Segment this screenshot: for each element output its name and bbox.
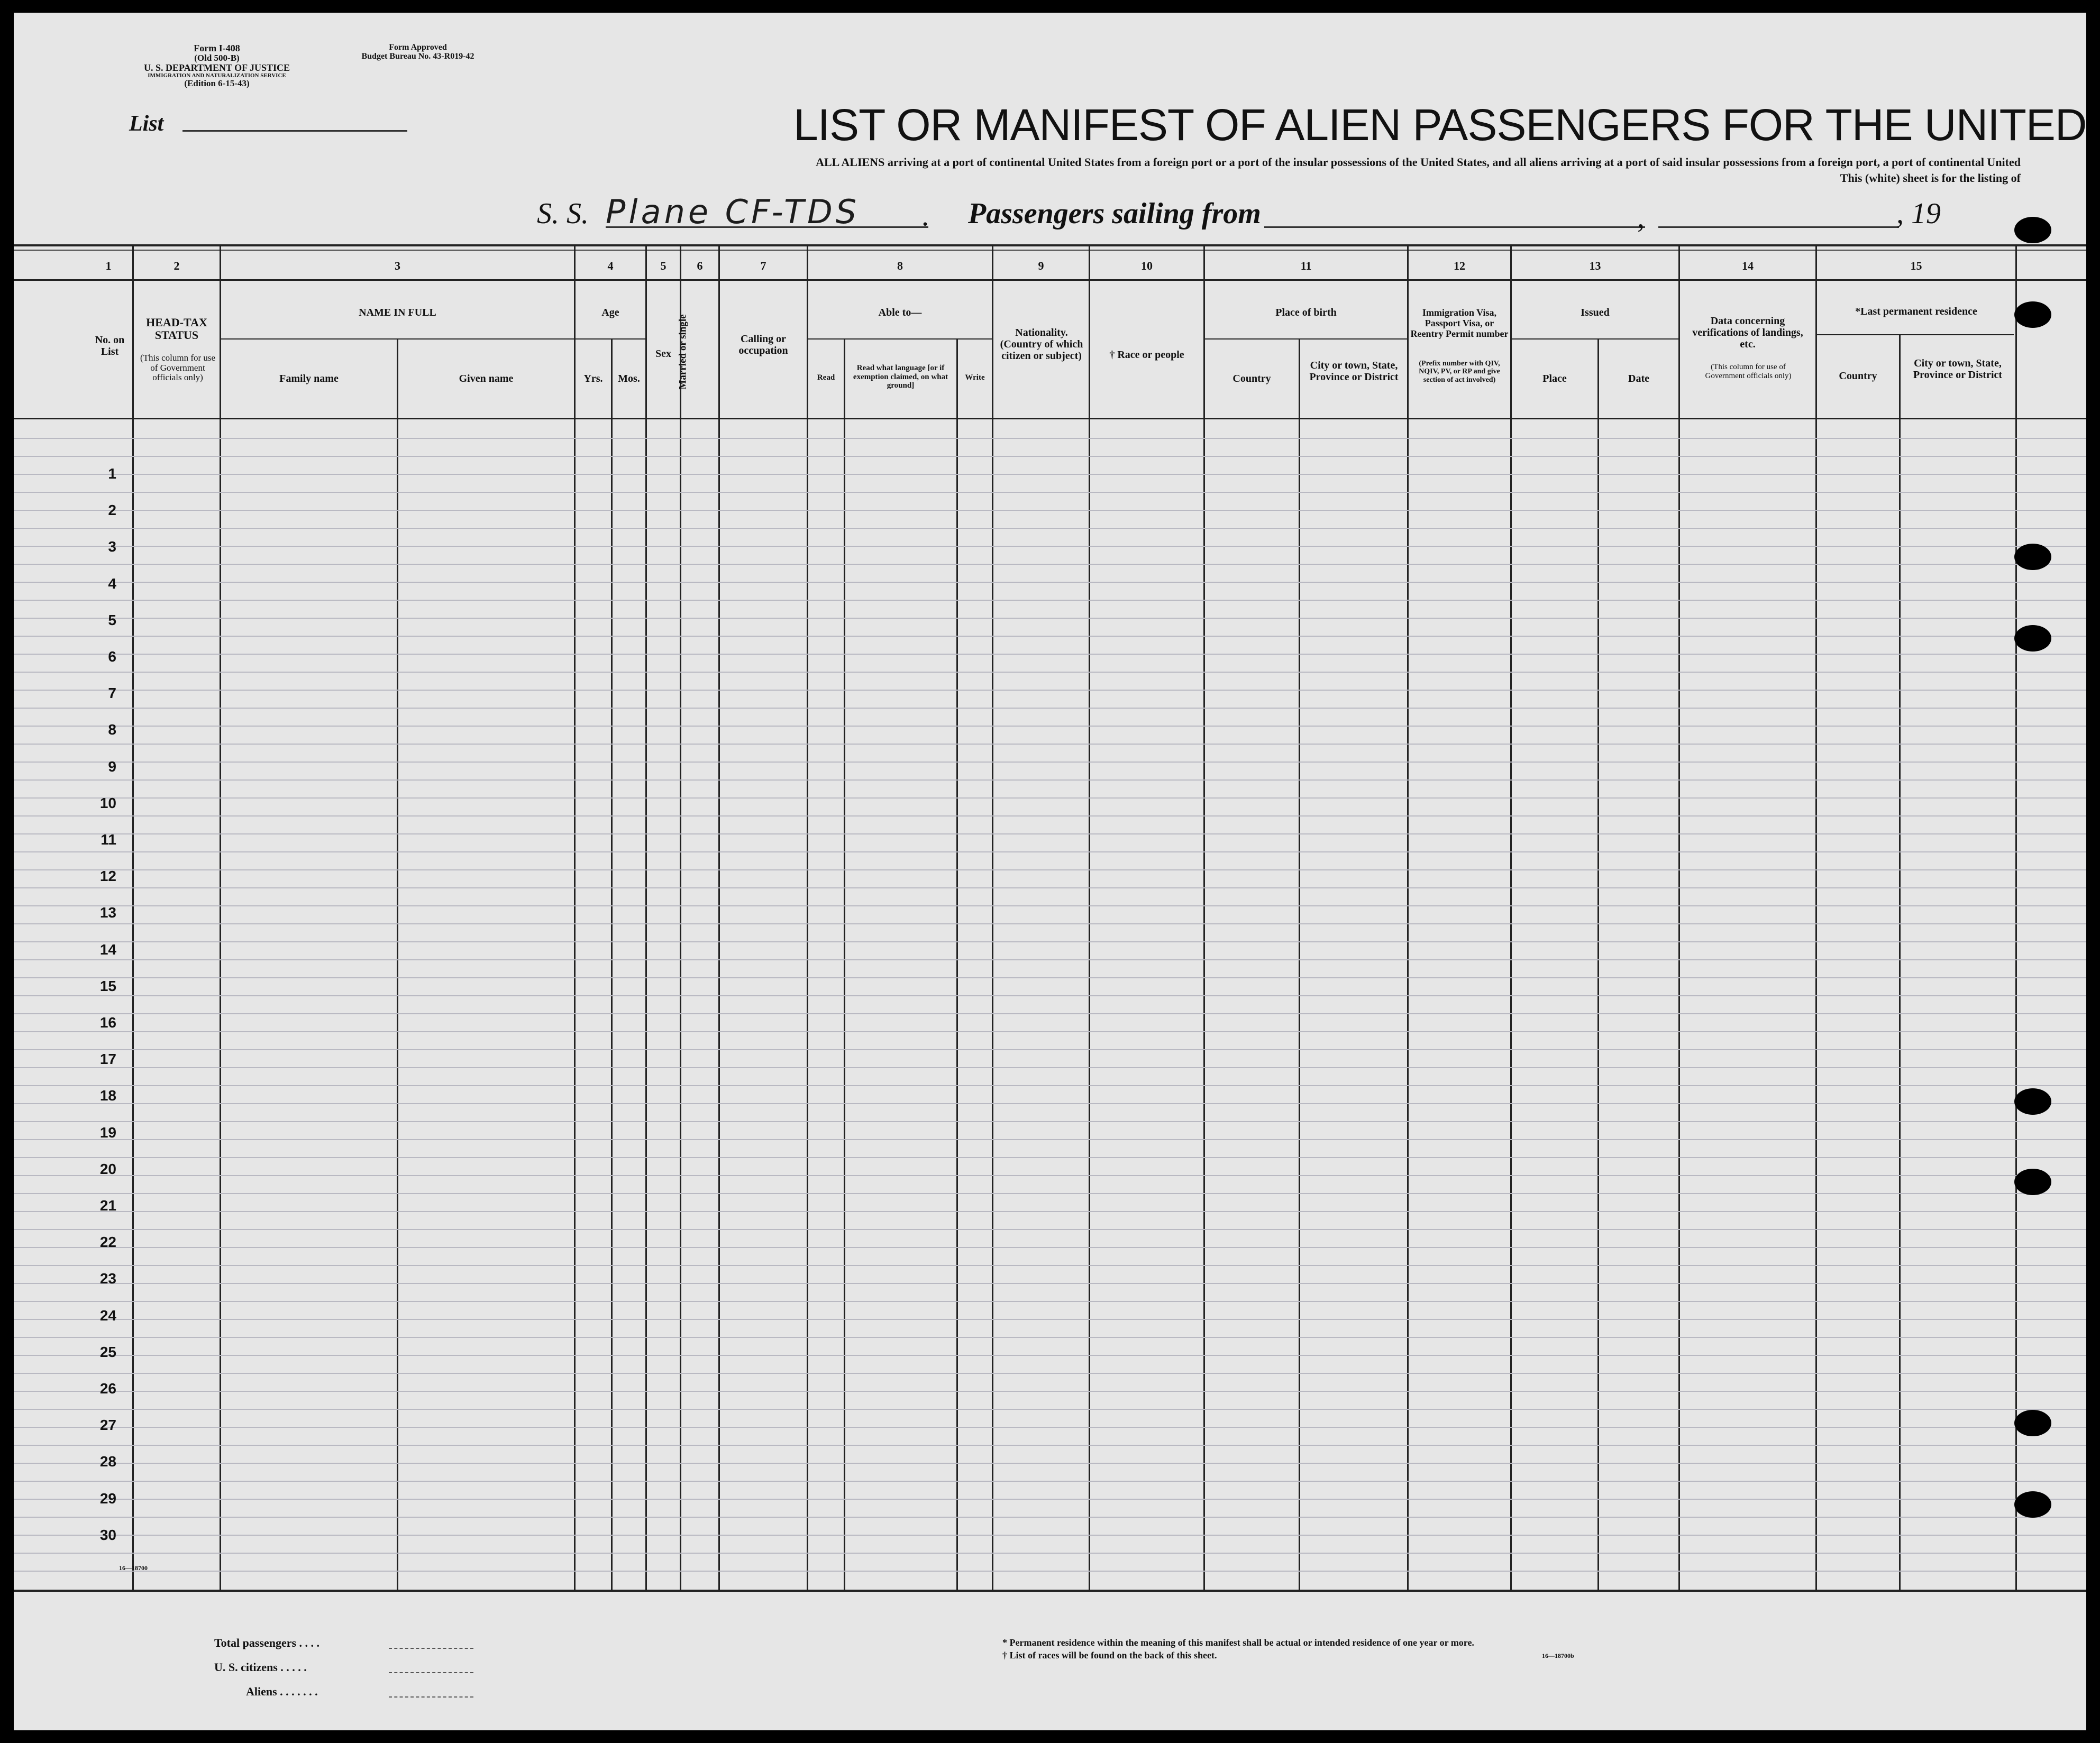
residence-subheader-line xyxy=(1815,334,2014,335)
header-race-or-people: † Race or people xyxy=(1109,349,1184,361)
passengers-sailing-label: Passengers sailing from xyxy=(968,197,1261,230)
ruled-line xyxy=(14,1427,2086,1428)
header-head-tax: HEAD-TAX STATUS xyxy=(146,316,207,342)
footnote-list-of-races: † List of races will be found on the back of this sheet. xyxy=(1002,1650,1217,1661)
ruled-line xyxy=(14,959,2086,960)
col-divider-3a xyxy=(397,338,398,1590)
print-code-right: 16—18700b xyxy=(1542,1652,1574,1659)
list-number-field[interactable] xyxy=(182,130,407,132)
ruled-line xyxy=(14,1175,2086,1176)
vessel-period: . xyxy=(921,199,929,232)
header-age-yrs: Yrs. xyxy=(583,373,603,384)
header-place-of-birth: Place of birth xyxy=(1275,307,1337,318)
ruled-line xyxy=(14,708,2086,709)
vessel-name-handwritten: Plane CF-TDS xyxy=(606,192,860,231)
col-divider-15 xyxy=(2015,244,2017,1590)
colnum-7: 7 xyxy=(760,259,766,272)
ruled-line xyxy=(14,1499,2086,1500)
row-number: 30 xyxy=(99,1527,116,1543)
row-number: 5 xyxy=(108,612,116,628)
table-top-border-inner xyxy=(14,250,2086,251)
header-no-on-list: No. on List xyxy=(95,334,125,357)
able-subheader-line xyxy=(807,338,992,340)
row-number: 21 xyxy=(99,1197,116,1214)
page-title: LIST OR MANIFEST OF ALIEN PASSENGERS FOR THE UNITED xyxy=(793,100,2087,150)
row-number: 20 xyxy=(99,1161,116,1177)
ruled-line xyxy=(14,510,2086,511)
ruled-line xyxy=(14,744,2086,745)
col-divider-11 xyxy=(1407,244,1409,1590)
row-number: 6 xyxy=(108,648,116,665)
header-visa-note: (Prefix number with QIV, NQIV, PV, or RP and give section of act involved) xyxy=(1419,360,1500,384)
colnum-5: 5 xyxy=(660,259,666,272)
budget-bureau-number: Budget Bureau No. 43-R019-42 xyxy=(361,51,474,61)
row-number: 25 xyxy=(99,1344,116,1360)
total-passengers-label: Total passengers . . . . xyxy=(214,1636,320,1649)
header-issued-place: Place xyxy=(1542,373,1567,384)
col-divider-5 xyxy=(680,244,681,1590)
header-calling-occupation: Calling or occupation xyxy=(738,333,788,356)
header-visa: Immigration Visa, Passport Visa, or Reentry Permit number xyxy=(1410,307,1509,339)
header-read-language: Read what language [or if exemption claimed, on what ground] xyxy=(853,364,948,390)
col-divider-1 xyxy=(132,244,134,1590)
header-name-in-full: NAME IN FULL xyxy=(359,307,436,318)
ruled-line xyxy=(14,1301,2086,1302)
col-divider-10 xyxy=(1203,244,1205,1590)
binding-hole-mark xyxy=(2014,1410,2051,1436)
colnum-11: 11 xyxy=(1300,259,1312,272)
col-divider-15a xyxy=(1899,334,1901,1590)
ruled-line xyxy=(14,600,2086,601)
binding-hole-mark xyxy=(2014,625,2051,652)
table-bottom-border xyxy=(14,1590,2086,1592)
row-number: 27 xyxy=(99,1417,116,1433)
row-number: 9 xyxy=(108,758,116,775)
ruled-line xyxy=(14,1103,2086,1104)
ruled-line xyxy=(14,1391,2086,1392)
aliens-field[interactable] xyxy=(389,1696,473,1698)
form-edition: (Edition 6-15-43) xyxy=(184,78,250,89)
us-citizens-field[interactable] xyxy=(389,1672,473,1673)
binding-hole-mark xyxy=(2014,301,2051,328)
col-divider-3 xyxy=(574,244,576,1590)
header-nationality: Nationality. (Country of which citizen or subject) xyxy=(1000,327,1083,362)
ruled-line xyxy=(14,887,2086,888)
col-divider-4 xyxy=(645,244,647,1590)
ruled-line xyxy=(14,618,2086,619)
col-divider-2 xyxy=(220,244,221,1590)
header-write: Write xyxy=(965,373,985,382)
ruled-line xyxy=(14,492,2086,493)
form-approved-label: Form Approved xyxy=(389,43,447,52)
ruled-line xyxy=(14,1049,2086,1050)
department-name: U. S. DEPARTMENT OF JUSTICE xyxy=(143,62,290,73)
row-number: 23 xyxy=(99,1270,116,1287)
colnum-row-bottom xyxy=(14,279,2086,281)
ruled-line xyxy=(14,1229,2086,1230)
ruled-line xyxy=(14,456,2086,457)
binding-hole-mark xyxy=(2014,1088,2051,1115)
ruled-line xyxy=(14,1031,2086,1032)
row-number: 7 xyxy=(108,685,116,701)
col-divider-8 xyxy=(992,244,993,1590)
row-number: 1 xyxy=(108,465,116,482)
form-approval xyxy=(339,43,497,61)
ruled-line xyxy=(14,1481,2086,1482)
row-number: 15 xyxy=(99,978,116,994)
row-number: 14 xyxy=(99,941,116,958)
row-number: 26 xyxy=(99,1380,116,1397)
header-issued: Issued xyxy=(1581,307,1610,318)
ruled-line xyxy=(14,1445,2086,1446)
header-residence-city: City or town, State, Province or District xyxy=(1913,357,2003,381)
ruled-line xyxy=(14,1319,2086,1320)
ruled-line xyxy=(14,654,2086,655)
instructions-line-2: This (white) sheet is for the listing of xyxy=(1840,171,2021,185)
binding-hole-mark xyxy=(2014,1169,2051,1195)
header-residence-country: Country xyxy=(1839,370,1877,382)
ruled-line xyxy=(14,923,2086,924)
header-birth-country: Country xyxy=(1232,373,1271,384)
ruled-line xyxy=(14,762,2086,763)
header-sex: Sex xyxy=(655,348,671,360)
ruled-line xyxy=(14,582,2086,583)
colnum-3: 3 xyxy=(395,259,400,272)
ruled-line xyxy=(14,1265,2086,1266)
ruled-line xyxy=(14,1463,2086,1464)
ruled-line xyxy=(14,1139,2086,1140)
header-read: Read xyxy=(817,373,835,382)
ruled-line xyxy=(14,1193,2086,1194)
ruled-line xyxy=(14,726,2086,727)
print-code-left: 16—18700 xyxy=(119,1564,148,1572)
colnum-15: 15 xyxy=(1910,259,1922,272)
form-old-number: (Old 500-B) xyxy=(194,52,240,63)
header-married-or-single: Married or single xyxy=(677,314,689,390)
col-divider-11a xyxy=(1299,338,1300,1590)
row-number: 13 xyxy=(99,904,116,921)
ruled-line xyxy=(14,438,2086,439)
colnum-14: 14 xyxy=(1742,259,1754,272)
list-label: List xyxy=(129,112,164,136)
ruled-line xyxy=(14,564,2086,565)
header-bottom xyxy=(14,418,2086,419)
instructions xyxy=(418,154,2021,186)
row-number: 11 xyxy=(101,831,116,848)
header-given-name: Given name xyxy=(459,373,514,384)
header-family-name: Family name xyxy=(279,373,339,384)
ruled-line xyxy=(14,546,2086,547)
ruled-line xyxy=(14,851,2086,852)
row-number: 22 xyxy=(99,1234,116,1250)
row-number: 28 xyxy=(99,1453,116,1470)
birth-subheader-line xyxy=(1203,338,1407,340)
issued-subheader-line xyxy=(1510,338,1678,340)
col-divider-9 xyxy=(1089,244,1090,1590)
form-number: Form I-408 xyxy=(194,43,240,53)
vessel-name-field[interactable] xyxy=(606,226,928,228)
total-passengers-field[interactable] xyxy=(389,1648,473,1649)
ruled-line xyxy=(14,636,2086,637)
aliens-label: Aliens . . . . . . . xyxy=(246,1685,318,1698)
col-divider-7 xyxy=(807,244,808,1590)
header-verifications: Data concerning verifications of landings, etc. xyxy=(1692,315,1803,350)
row-number: 19 xyxy=(99,1124,116,1141)
us-citizens-label: U. S. citizens . . . . . xyxy=(214,1661,307,1674)
binding-hole-mark xyxy=(2014,1491,2051,1518)
header-head-tax-note: (This column for use of Government officials only) xyxy=(140,353,216,383)
row-number: 18 xyxy=(99,1087,116,1104)
ruled-line xyxy=(14,977,2086,978)
colnum-13: 13 xyxy=(1589,259,1601,272)
ruled-line xyxy=(14,1553,2086,1554)
ruled-line xyxy=(14,1373,2086,1374)
ruled-line xyxy=(14,833,2086,834)
sailing-date-field[interactable] xyxy=(1658,226,1899,228)
row-number: 29 xyxy=(99,1490,116,1507)
row-number: 3 xyxy=(108,538,116,555)
ruled-line xyxy=(14,797,2086,799)
ruled-line xyxy=(14,1409,2086,1410)
sailing-comma: , xyxy=(1637,201,1645,234)
colnum-8: 8 xyxy=(897,259,903,272)
form-identification xyxy=(101,43,333,88)
row-number: 10 xyxy=(99,795,116,811)
ruled-line xyxy=(14,815,2086,817)
ruled-line xyxy=(14,1013,2086,1014)
ruled-line xyxy=(14,1211,2086,1212)
col-divider-13 xyxy=(1678,244,1680,1590)
header-age-mos: Mos. xyxy=(618,373,640,384)
header-verifications-note: (This column for use of Government officials only) xyxy=(1705,363,1792,380)
ruled-line xyxy=(14,869,2086,870)
age-subheader-line xyxy=(574,338,645,340)
row-number: 17 xyxy=(99,1051,116,1067)
ruled-line xyxy=(14,995,2086,996)
row-number: 24 xyxy=(99,1307,116,1324)
ss-label: S. S. xyxy=(537,197,589,230)
colnum-1: 1 xyxy=(105,259,112,272)
ruled-line xyxy=(14,779,2086,781)
ruled-line xyxy=(14,690,2086,691)
col-divider-4a xyxy=(611,338,613,1590)
instructions-line-1: ALL ALIENS arriving at a port of continental United States from a foreign port or a port of the insular possessions of the United States, and all aliens arriving at a port of said insular possessions from a foreign port, a port of continental United xyxy=(816,155,2021,169)
header-birth-city: City or town, State, Province or District xyxy=(1309,360,1399,383)
header-able-to: Able to— xyxy=(878,307,922,318)
col-divider-14 xyxy=(1815,244,1817,1590)
row-number: 16 xyxy=(99,1014,116,1031)
colnum-12: 12 xyxy=(1454,259,1465,272)
col-divider-8b xyxy=(956,338,958,1590)
ruled-line xyxy=(14,1067,2086,1068)
ruled-line xyxy=(14,672,2086,673)
ruled-line xyxy=(14,1283,2086,1284)
col-divider-12 xyxy=(1510,244,1512,1590)
header-issued-date: Date xyxy=(1628,373,1649,384)
col-divider-8a xyxy=(844,338,845,1590)
ruled-line xyxy=(14,1157,2086,1158)
ruled-line xyxy=(14,941,2086,942)
ruled-line xyxy=(14,1355,2086,1356)
row-number: 12 xyxy=(99,868,116,884)
row-number: 8 xyxy=(108,721,116,738)
year-prefix: , 19 xyxy=(1896,197,1941,230)
header-last-residence: *Last permanent residence xyxy=(1855,306,1977,317)
ruled-line xyxy=(14,1535,2086,1536)
colnum-4: 4 xyxy=(607,259,614,272)
ruled-line xyxy=(14,1337,2086,1338)
ruled-line xyxy=(14,528,2086,529)
header-age: Age xyxy=(601,307,619,318)
colnum-9: 9 xyxy=(1038,259,1044,272)
binding-hole-mark xyxy=(2014,544,2051,570)
service-name: IMMIGRATION AND NATURALIZATION SERVICE xyxy=(148,72,286,79)
ruled-line xyxy=(14,1085,2086,1086)
row-number: 4 xyxy=(108,575,116,592)
ruled-line xyxy=(14,1571,2086,1572)
footnote-permanent-residence: * Permanent residence within the meaning of this manifest shall be actual or intended residence of one year or more. xyxy=(1002,1637,1474,1648)
binding-hole-mark xyxy=(2014,217,2051,243)
colnum-6: 6 xyxy=(697,259,703,272)
ruled-line xyxy=(14,1121,2086,1122)
colnum-10: 10 xyxy=(1141,259,1153,272)
table-top-border xyxy=(14,244,2086,246)
col-divider-6 xyxy=(718,244,720,1590)
col-divider-13a xyxy=(1597,338,1599,1590)
ruled-line xyxy=(14,905,2086,906)
ruled-line xyxy=(14,474,2086,475)
ruled-line xyxy=(14,1247,2086,1248)
row-number: 2 xyxy=(108,502,116,518)
colnum-2: 2 xyxy=(174,259,180,272)
sailing-port-field[interactable] xyxy=(1264,226,1645,228)
ruled-line xyxy=(14,1517,2086,1518)
